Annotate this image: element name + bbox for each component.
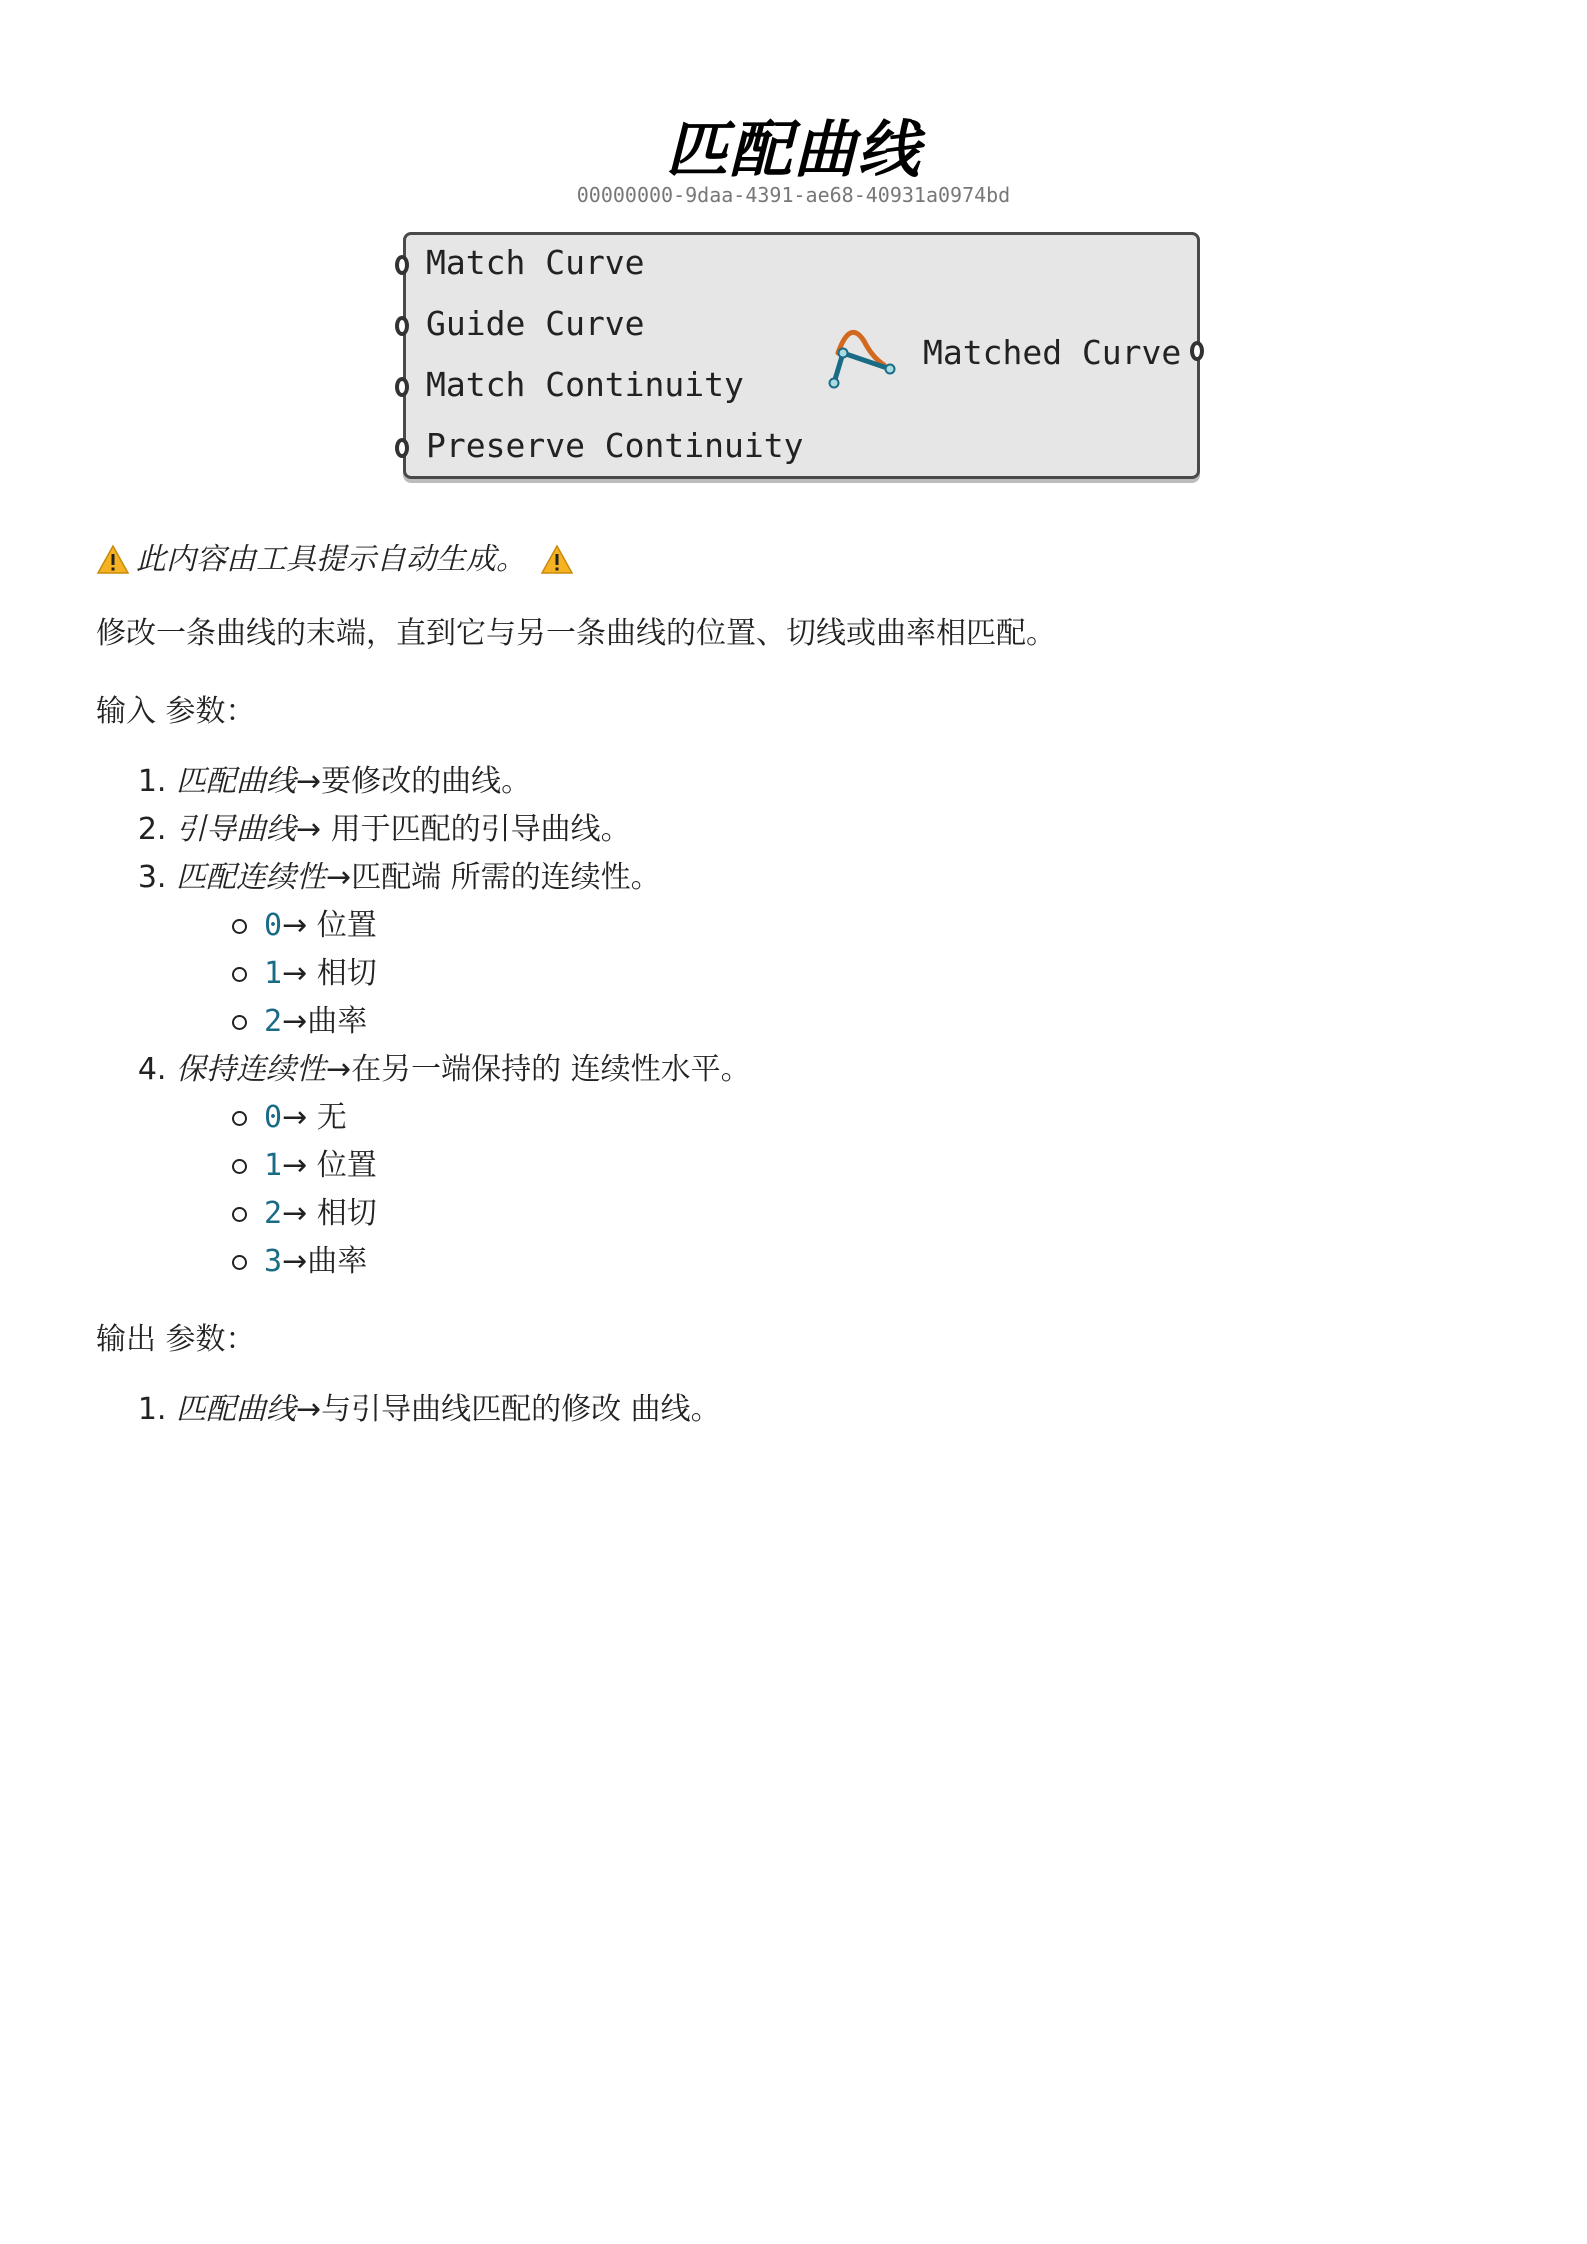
component-description: 修改一条曲线的末端，直到它与另一条曲线的位置、切线或曲率相匹配。	[96, 616, 1056, 651]
warning-icon	[96, 543, 130, 577]
auto-generated-notice	[96, 530, 1496, 590]
option-item	[234, 1190, 1496, 1238]
page-title: 匹配曲线	[665, 113, 922, 186]
option-value: 0	[264, 908, 283, 943]
param-name: 保持连续性	[176, 1052, 326, 1087]
output-port[interactable]	[1190, 341, 1204, 361]
param-name: 引导曲线	[176, 812, 296, 847]
option-item	[234, 1142, 1496, 1190]
option-item	[234, 998, 1496, 1046]
param-desc: → 用于匹配的引导曲线。	[296, 812, 631, 847]
warning-text: 此内容由工具提示自动生成。	[136, 542, 526, 577]
input-label-guide-curve: Guide Curve	[426, 304, 645, 343]
input-label-match-curve: Match Curve	[426, 243, 645, 282]
option-item	[234, 950, 1496, 998]
documentation-body	[96, 530, 1496, 1434]
option-value: 3	[264, 1244, 283, 1279]
option-label: →曲率	[282, 1244, 368, 1279]
option-value: 0	[264, 1100, 283, 1135]
input-port[interactable]	[395, 377, 409, 397]
inputs-heading: 输入 参数：	[96, 694, 256, 729]
match-curve-icon	[828, 325, 900, 397]
option-item	[234, 1238, 1496, 1286]
input-params-list	[96, 758, 1496, 1286]
option-item	[234, 902, 1496, 950]
option-value: 1	[264, 1148, 283, 1183]
param-name: 匹配曲线	[176, 1392, 296, 1427]
param-name: 匹配曲线	[176, 764, 296, 799]
option-list	[176, 902, 1496, 1046]
param-desc: →匹配端 所需的连续性。	[326, 860, 661, 895]
output-label-matched-curve: Matched Curve	[923, 333, 1182, 372]
list-item	[176, 1386, 1496, 1434]
option-item	[234, 1094, 1496, 1142]
input-port[interactable]	[395, 255, 409, 275]
option-value: 1	[264, 956, 283, 991]
param-desc: →在另一端保持的 连续性水平。	[326, 1052, 751, 1087]
option-value: 2	[264, 1004, 283, 1039]
component-guid: 00000000-9daa-4391-ae68-40931a0974bd	[576, 183, 1011, 207]
input-port[interactable]	[395, 438, 409, 458]
list-item	[176, 854, 1496, 1046]
input-label-preserve-continuity: Preserve Continuity	[426, 426, 804, 465]
list-item	[176, 1046, 1496, 1286]
component-node[interactable]	[403, 232, 1200, 479]
option-list	[176, 1094, 1496, 1286]
outputs-heading: 输出 参数：	[96, 1322, 256, 1357]
input-port[interactable]	[395, 316, 409, 336]
option-label: → 位置	[282, 1148, 377, 1183]
option-label: → 相切	[282, 956, 377, 991]
output-params-list	[96, 1386, 1496, 1434]
option-value: 2	[264, 1196, 283, 1231]
param-desc: →要修改的曲线。	[296, 764, 532, 799]
option-label: → 位置	[282, 908, 377, 943]
param-name: 匹配连续性	[176, 860, 326, 895]
option-label: →曲率	[282, 1004, 368, 1039]
input-label-match-continuity: Match Continuity	[426, 365, 744, 404]
list-item	[176, 758, 1496, 806]
param-desc: →与引导曲线匹配的修改 曲线。	[296, 1392, 721, 1427]
option-label: → 相切	[282, 1196, 377, 1231]
list-item	[176, 806, 1496, 854]
warning-icon	[540, 543, 574, 577]
option-label: → 无	[282, 1100, 347, 1135]
